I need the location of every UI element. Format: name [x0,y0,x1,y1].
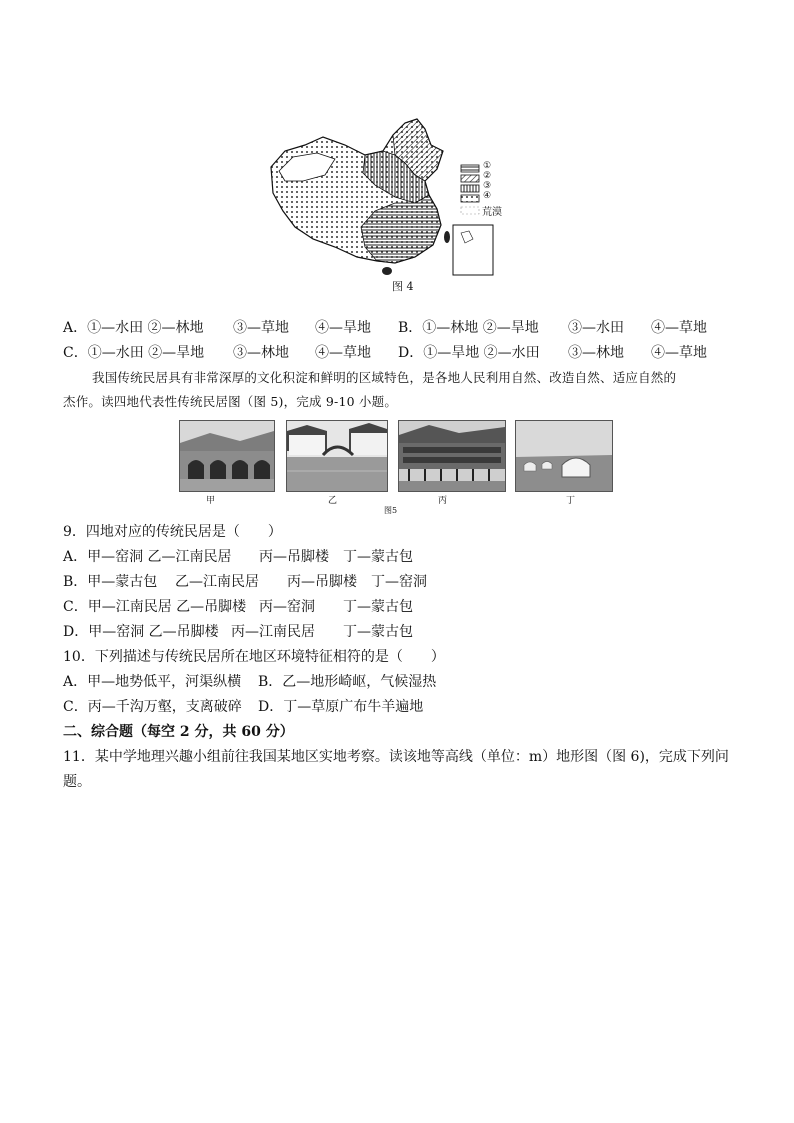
q8-option-b-part1: B．①—林地 ②—旱地 [398,320,539,336]
q9-option-b-part4: 丁—窑洞 [371,574,427,590]
q8-option-b-part2: ③—水田 [568,320,624,336]
figure-5-caption: 图5 [384,506,398,515]
q8-option-b-part3: ④—草地 [651,320,707,336]
q10-stem: 10．下列描述与传统民居所在地区环境特征相符的是（ ） [63,649,445,665]
intro-line-1: 我国传统民居具有非常深厚的文化积淀和鲜明的区域特色，是各地人民利用自然、改造自然、适应自然的 [92,370,677,385]
q9-option-d-part1: D．甲—窑洞 乙—吊脚楼 [63,624,219,640]
legend-label-desert: 荒漠 [482,207,502,218]
q8-option-c-part1: C．①—水田 ②—旱地 [63,345,205,361]
q8-option-a-part3: ④—旱地 [315,320,371,336]
q8-option-d-part2: ③—林地 [568,345,624,361]
q8-option-c-part2: ③—林地 [233,345,289,361]
q8-option-d-part3: ④—草地 [651,345,707,361]
q9-option-d-part3: 丁—蒙古包 [343,624,413,640]
q10-option-b: B．乙—地形崎岖，气候湿热 [258,674,437,690]
q9-option-b-part2: 乙—江南民居 [175,574,259,590]
photo-label-yi: 乙 [328,496,338,506]
q9-option-a-part1: A．甲—窑洞 乙—江南民居 [63,549,232,565]
q10-option-c: C．丙—千沟万壑，支离破碎 [63,699,242,715]
q9-option-a-part3: 丁—蒙古包 [343,549,413,565]
q9-option-b-part3: 丙—吊脚楼 [287,574,357,590]
photo-jia-cave-dwelling [179,420,275,492]
q10-option-d: D．丁—草原广布牛羊遍地 [258,699,424,715]
legend-label-1: ① [483,161,492,171]
china-land-use-map [265,115,505,285]
intro-line-2: 杰作。读四地代表性传统民居图（图 5)，完成 9-10 小题。 [63,394,398,409]
q9-option-a-part2: 丙—吊脚楼 [259,549,329,565]
photo-label-ding: 丁 [566,496,576,506]
q10-option-a: A．甲—地势低平，河渠纵横 [63,674,242,690]
photo-yi-jiangnan-house [286,420,388,492]
q8-option-d-part1: D．①—旱地 ②—水田 [398,345,540,361]
q9-stem: 9．四地对应的传统民居是（ ） [63,524,282,540]
legend-label-2: ② [483,171,492,181]
q9-option-d-part2: 丙—江南民居 [231,624,315,640]
photo-ding-yurt [515,420,613,492]
q9-option-b-part1: B．甲—蒙古包 [63,574,158,590]
figure-4-caption: 图 4 [392,280,414,293]
q9-option-c-part1: C．甲—江南民居 乙—吊脚楼 [63,599,247,615]
photo-label-bing: 丙 [438,496,448,506]
q11-line-1: 11．某中学地理兴趣小组前往我国某地区实地考察。读该地等高线（单位：m）地形图（图 6)，完成下列问 [63,749,729,765]
section-2-title: 二、综合题（每空 2 分，共 60 分） [63,724,294,740]
q9-option-c-part3: 丁—蒙古包 [343,599,413,615]
q11-line-2: 题。 [63,774,91,790]
q9-option-c-part2: 丙—窑洞 [259,599,315,615]
legend-label-4: ④ [483,191,492,201]
q8-option-c-part3: ④—草地 [315,345,371,361]
photo-bing-stilt-house [398,420,506,492]
q8-option-a-part1: A．①—水田 ②—林地 [63,320,204,336]
legend-label-3: ③ [483,181,492,191]
photo-label-jia: 甲 [206,496,216,506]
q8-option-a-part2: ③—草地 [233,320,289,336]
map-graphic [265,115,505,285]
